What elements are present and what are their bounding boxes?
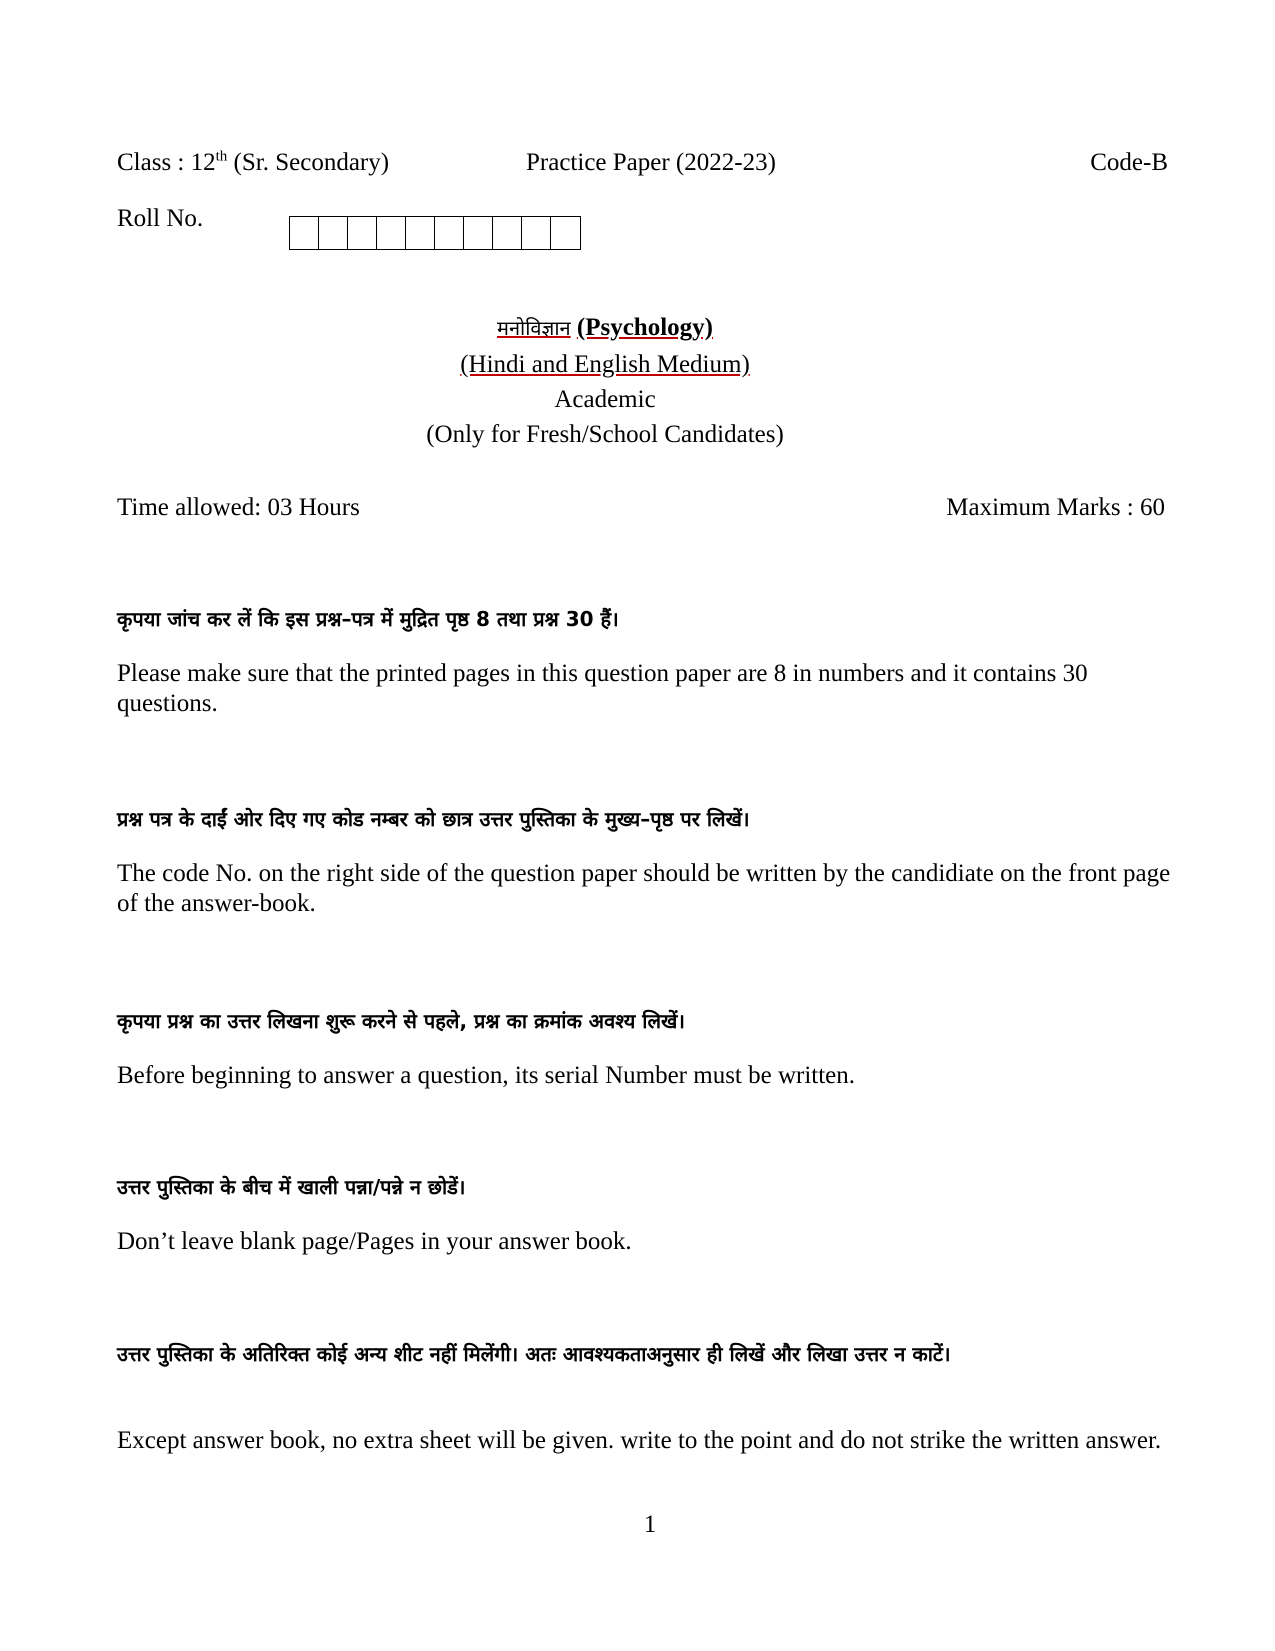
stream-label: Academic [554,386,656,413]
instruction-hindi: उत्तर पुस्तिका के अतिरिक्त कोई अन्य शीट नहीं मिलेंगी। अतः आवश्यकताअनुसार ही लिखें और लिखा उत्तर न काटें। [117,1342,951,1366]
maximum-marks: Maximum Marks : 60 [946,494,1165,521]
subject-english: (Psychology) [576,314,713,341]
roll-digit-box[interactable] [464,217,493,249]
instruction-hindi: उत्तर पुस्तिका के बीच में खाली पन्ना/पन्ने न छोडें। [117,1175,466,1199]
roll-digit-box[interactable] [435,217,464,249]
instruction-english: Before beginning to answer a question, its serial Number must be written. [117,1062,856,1089]
subject-hindi: मनोविज्ञान [497,316,571,340]
page-number: 1 [643,1511,657,1538]
paper-title: Practice Paper (2022-23) [526,149,776,176]
roll-digit-box[interactable] [522,217,551,249]
class-superscript: th [215,148,228,165]
roll-digit-box[interactable] [493,217,522,249]
roll-digit-box[interactable] [406,217,435,249]
roll-digit-box[interactable] [348,217,377,249]
medium-line [0,350,1210,380]
instruction-hindi: प्रश्न पत्र के दाईं ओर दिए गए कोड नम्बर को छात्र उत्तर पुस्तिका के मुख्य–पृष्ठ पर लिखें। [117,807,750,831]
medium-text: (Hindi and English Medium) [460,351,750,378]
instruction-english: Please make sure that the printed pages in this question paper are 8 in numbers and it contains 30 questions. [117,660,1088,717]
subject-title [0,313,1210,343]
instruction-english: Except answer book, no extra sheet will be given. write to the point and do not strike the written answer. [117,1427,1162,1454]
roll-digit-box[interactable] [290,217,319,249]
class-suffix: (Sr. Secondary) [227,149,390,176]
instruction-hindi: कृपया प्रश्न का उत्तर लिखना शुरू करने से पहले, प्रश्न का क्रमांक अवश्य लिखें। [117,1009,685,1033]
instruction-english: The code No. on the right side of the question paper should be written by the candidiate on the front page of the answer-book. [117,860,1171,917]
instruction-english: Don’t leave blank page/Pages in your answer book. [117,1228,632,1255]
candidates-note: (Only for Fresh/School Candidates) [426,421,784,448]
instruction-hindi: कृपया जांच कर लें कि इस प्रश्न–पत्र में मुद्रित पृष्ठ 8 तथा प्रश्न 30 हैं। [117,607,619,631]
paper-code: Code-B [1090,149,1168,176]
roll-number-label: Roll No. [117,205,204,232]
time-allowed: Time allowed: 03 Hours [117,494,360,521]
roll-number-boxes[interactable] [289,216,581,250]
roll-digit-box[interactable] [319,217,348,249]
class-label [117,148,389,178]
roll-digit-box[interactable] [377,217,406,249]
class-prefix: Class : 12 [117,149,216,176]
roll-digit-box[interactable] [551,217,580,249]
